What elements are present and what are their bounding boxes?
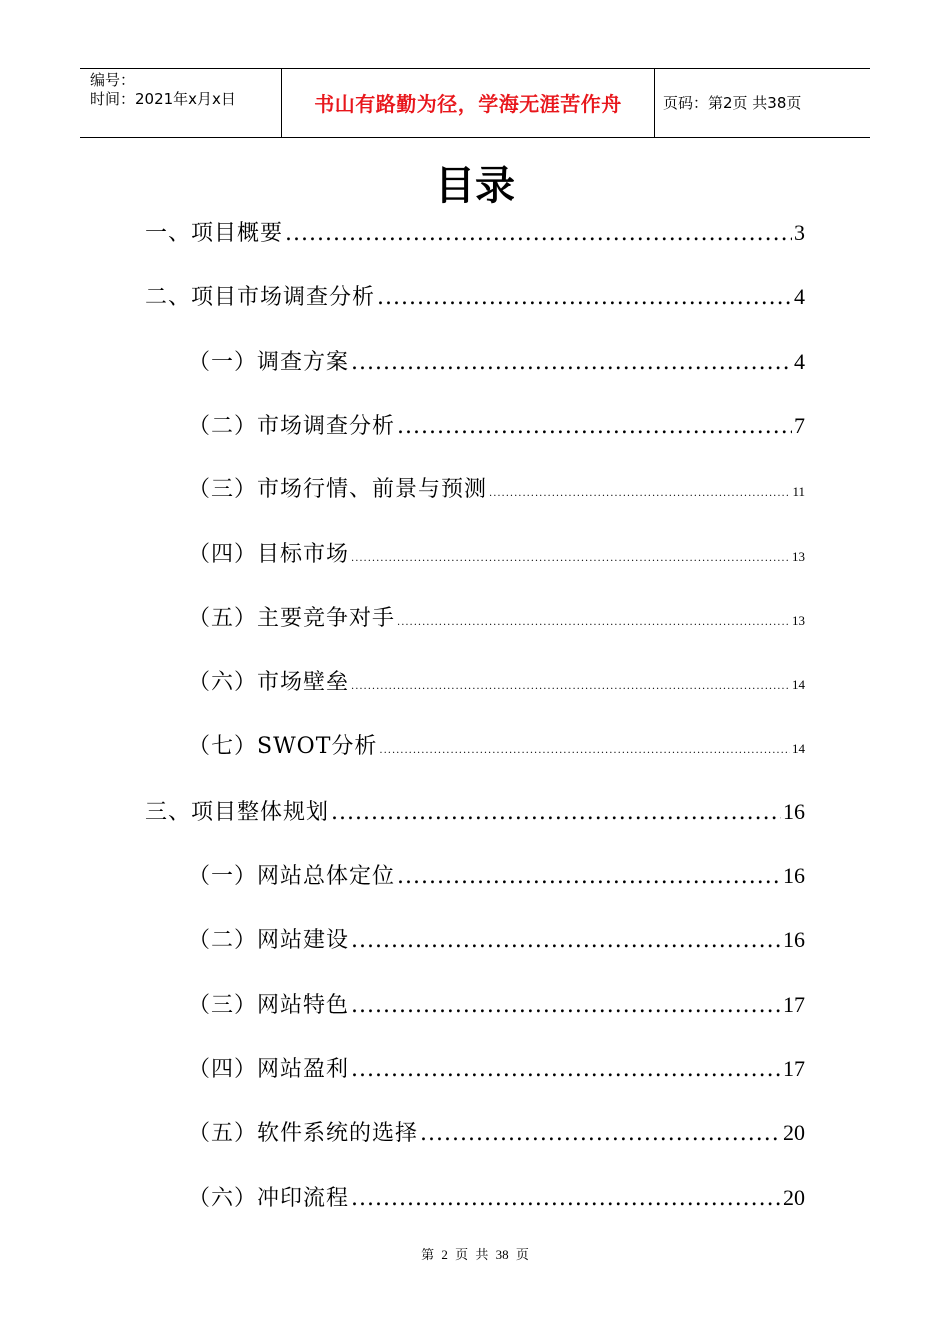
toc-entry[interactable] bbox=[188, 540, 805, 574]
toc-dot-leader bbox=[351, 1055, 781, 1085]
toc-entry-label: （七）SWOT分析 bbox=[188, 734, 378, 759]
toc-entry-label: 三、项目整体规划 bbox=[145, 800, 330, 825]
toc-entry-page-number: 16 bbox=[783, 927, 805, 952]
toc-entry-label: （三）市场行情、前景与预测 bbox=[188, 477, 488, 502]
page-footer: 第 2 页 共 38 页 bbox=[421, 1247, 529, 1262]
toc-entry-label: （五）主要竞争对手 bbox=[188, 606, 396, 631]
header-motto: 书山有路勤为径，学海无涯苦作舟 bbox=[314, 92, 622, 116]
toc-entry-label: （四）网站盈利 bbox=[188, 1057, 350, 1082]
toc-entry-label: （五）软件系统的选择 bbox=[188, 1121, 419, 1146]
toc-dot-leader bbox=[397, 412, 792, 442]
page-info: 页码：第2页 共38页 bbox=[663, 94, 802, 112]
toc-entry[interactable] bbox=[188, 925, 805, 959]
code-label: 编号： bbox=[90, 71, 136, 89]
toc-dot-leader bbox=[397, 608, 790, 638]
toc-dot-leader bbox=[351, 348, 792, 378]
toc-entry[interactable] bbox=[188, 1118, 805, 1152]
toc-dot-leader bbox=[351, 1184, 781, 1214]
toc-entry-label: （三）网站特色 bbox=[188, 993, 350, 1018]
toc-dot-leader bbox=[397, 862, 781, 892]
toc-entry-page-number: 13 bbox=[792, 549, 805, 564]
toc-entry[interactable] bbox=[188, 990, 805, 1024]
toc-entry-page-number: 20 bbox=[783, 1185, 805, 1210]
toc-entry-label: （二）市场调查分析 bbox=[188, 414, 396, 439]
toc-entry-page-number: 7 bbox=[794, 413, 805, 438]
toc-entry-label: （二）网站建设 bbox=[188, 928, 350, 953]
toc-entry-page-number: 4 bbox=[794, 349, 805, 374]
toc-entry-label: 二、项目市场调查分析 bbox=[145, 285, 376, 310]
toc-entry[interactable] bbox=[188, 604, 805, 638]
toc-entry-page-number: 17 bbox=[783, 992, 805, 1017]
toc-dot-leader bbox=[351, 672, 790, 702]
toc-entry-page-number: 3 bbox=[794, 220, 805, 245]
toc-entry[interactable] bbox=[188, 411, 805, 445]
toc-entry-page-number: 20 bbox=[783, 1120, 805, 1145]
toc-entry-page-number: 17 bbox=[783, 1056, 805, 1081]
toc-entry[interactable] bbox=[188, 1183, 805, 1217]
toc-entry-label: （一）调查方案 bbox=[188, 350, 350, 375]
toc-dot-leader bbox=[351, 926, 781, 956]
toc-entry[interactable] bbox=[145, 797, 805, 831]
toc-entry-page-number: 16 bbox=[783, 863, 805, 888]
toc-entry-label: （六）冲印流程 bbox=[188, 1186, 350, 1211]
toc-dot-leader bbox=[351, 991, 781, 1021]
toc-entry[interactable] bbox=[145, 218, 805, 252]
page-title: 目录 bbox=[435, 163, 515, 209]
toc-dot-leader bbox=[379, 736, 790, 766]
toc-dot-leader bbox=[331, 798, 781, 828]
toc-entry-label: 一、项目概要 bbox=[145, 221, 284, 246]
toc-entry-page-number: 14 bbox=[792, 741, 805, 756]
toc-entry-page-number: 13 bbox=[792, 613, 805, 628]
toc-dot-leader bbox=[351, 544, 790, 574]
toc-entry[interactable] bbox=[188, 1054, 805, 1088]
toc-entry[interactable] bbox=[188, 668, 805, 702]
toc-entry-label: （四）目标市场 bbox=[188, 542, 350, 567]
toc-dot-leader bbox=[420, 1119, 781, 1149]
toc-entry-page-number: 16 bbox=[783, 799, 805, 824]
toc-entry[interactable] bbox=[188, 475, 805, 509]
toc-dot-leader bbox=[285, 219, 792, 249]
toc-entry[interactable] bbox=[188, 732, 805, 766]
toc-entry-label: （六）市场壁垒 bbox=[188, 670, 350, 695]
toc-entry[interactable] bbox=[145, 282, 805, 316]
toc-entry[interactable] bbox=[188, 861, 805, 895]
date-label: 时间：2021年x月x日 bbox=[90, 90, 236, 108]
toc-entry-page-number: 14 bbox=[792, 677, 805, 692]
toc-dot-leader bbox=[489, 479, 790, 509]
toc-entry-page-number: 11 bbox=[792, 484, 805, 499]
toc-dot-leader bbox=[377, 283, 792, 313]
toc-entry[interactable] bbox=[188, 347, 805, 381]
toc-entry-label: （一）网站总体定位 bbox=[188, 864, 396, 889]
toc-entry-page-number: 4 bbox=[794, 284, 805, 309]
